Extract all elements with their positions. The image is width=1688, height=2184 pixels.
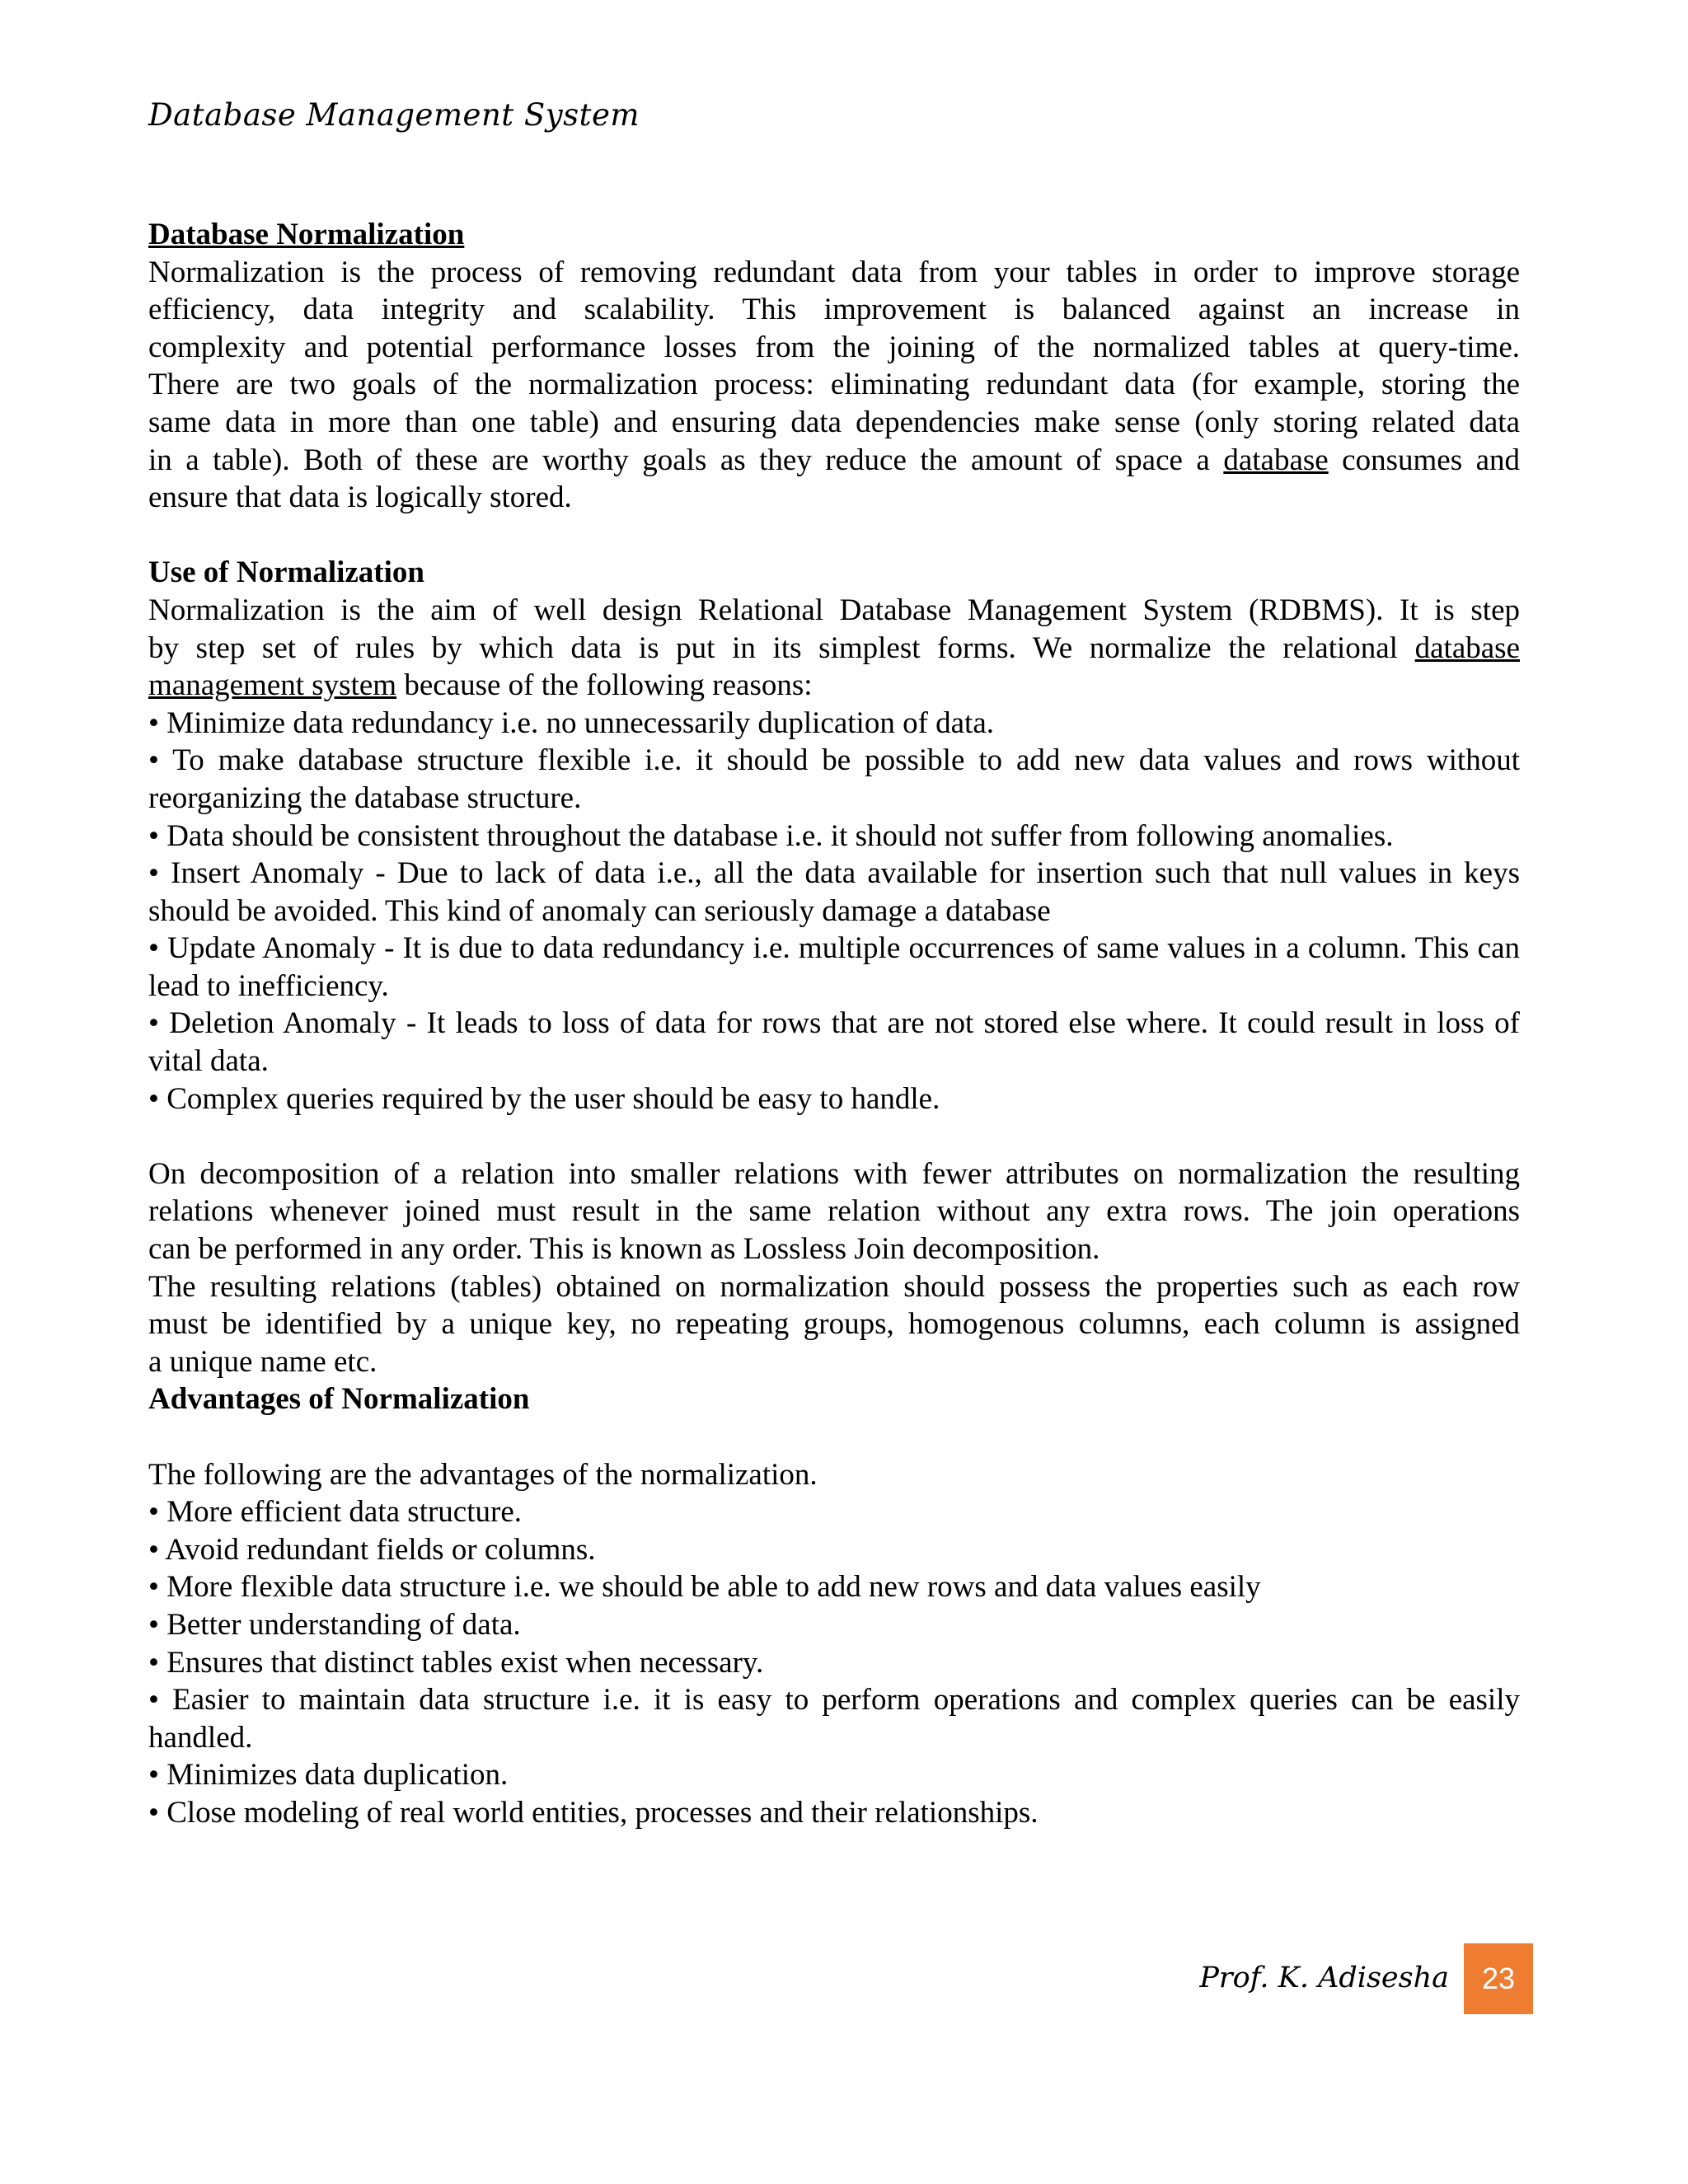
text-line: same data in more than one table) and ensuring data dependencies make sense (only storing related data	[148, 405, 1520, 439]
text-line: Normalization is the process of removing redundant data from your tables in order to improve storage	[148, 255, 1520, 289]
page-number-badge: 23	[1464, 1943, 1533, 2014]
list-item: • Complex queries required by the user should be easy to handle.	[148, 1081, 940, 1116]
text-line	[148, 442, 1520, 480]
list-item: • Data should be consistent throughout the database i.e. it should not suffer from following anomalies.	[148, 818, 1394, 853]
text-segment: because of the following reasons:	[396, 668, 813, 703]
text-segment: consumes and	[1328, 443, 1520, 477]
text-line	[148, 667, 1520, 705]
heading-database-normalization: Database Normalization	[148, 218, 465, 251]
list-advantages	[148, 1493, 1520, 1831]
list-item: • Ensures that distinct tables exist when necessary.	[148, 1645, 764, 1680]
text-line: complexity and potential performance losses from the joining of the normalized tables at query-time.	[148, 330, 1520, 364]
list-item: • Update Anomaly - It is due to data redundancy i.e. multiple occurrences of same values in a column. This can lead to inefficiency.	[148, 931, 1520, 1003]
link-database-management-system[interactable]: management system	[148, 668, 397, 703]
list-item: • Deletion Anomaly - It leads to loss of data for rows that are not stored else where. It could result in loss of vital data.	[148, 1006, 1520, 1079]
text-line: ensure that data is logically stored.	[148, 480, 572, 515]
paragraph-advantages-intro: The following are the advantages of the normalization.	[148, 1457, 818, 1492]
heading-use-of-normalization: Use of Normalization	[148, 555, 424, 590]
list-item: • More efficient data structure.	[148, 1495, 522, 1530]
text-line: can be performed in any order. This is known as Lossless Join decomposition.	[148, 1232, 1100, 1267]
running-header-title: Database Management System	[148, 97, 640, 133]
link-database-management-system[interactable]: database	[1414, 630, 1520, 665]
paragraph-relation-properties	[148, 1268, 1520, 1381]
text-line: Normalization is the aim of well design Relational Database Management System (RDBMS). It is step	[148, 593, 1520, 627]
paragraph-lossless-join	[148, 1155, 1520, 1268]
text-line: relations whenever joined must result in the same relation without any extra rows. The join operations	[148, 1194, 1520, 1229]
text-segment: in a table). Both of these are worthy goals as they reduce the amount of space a	[148, 443, 1224, 477]
list-item: • Close modeling of real world entities, processes and their relationships.	[148, 1795, 1039, 1830]
list-item: • More flexible data structure i.e. we should be able to add new rows and data values easily	[148, 1570, 1261, 1605]
text-line	[148, 630, 1520, 668]
page-content	[148, 216, 1520, 1832]
text-line: The resulting relations (tables) obtained on normalization should possess the properties such as each row	[148, 1269, 1520, 1304]
list-item: • To make database structure flexible i.e. it should be possible to add new data values and rows without reorganizing the database structure.	[148, 743, 1520, 815]
list-item: • Minimize data redundancy i.e. no unnecessarily duplication of data.	[148, 705, 995, 740]
text-line: must be identified by a unique key, no repeating groups, homogenous columns, each column is assigned	[148, 1307, 1520, 1342]
text-line: On decomposition of a relation into smaller relations with fewer attributes on normalization the resulting	[148, 1156, 1520, 1191]
list-item: • Insert Anomaly - Due to lack of data i.e., all the data available for insertion such that null values in keys should be avoided. This kind of anomaly can seriously damage a database	[148, 856, 1520, 928]
text-line: a unique name etc.	[148, 1344, 377, 1379]
link-database[interactable]: database	[1223, 443, 1329, 477]
text-line: There are two goals of the normalization process: eliminating redundant data (for example, storing the	[148, 368, 1520, 402]
paragraph-use-of-normalization	[148, 592, 1520, 705]
list-item: • Easier to maintain data structure i.e. it is easy to perform operations and complex queries can be easily handled.	[148, 1683, 1520, 1755]
list-item: • Avoid redundant fields or columns.	[148, 1532, 596, 1567]
text-line: efficiency, data integrity and scalability. This improvement is balanced against an increase in	[148, 293, 1520, 327]
heading-advantages-of-normalization: Advantages of Normalization	[148, 1382, 530, 1417]
text-segment: by step set of rules by which data is put in its simplest forms. We normalize the relational	[148, 630, 1415, 665]
list-item: • Better understanding of data.	[148, 1607, 521, 1642]
paragraph-normalization-intro	[148, 254, 1520, 517]
list-normalization-reasons	[148, 705, 1520, 1118]
footer-author: Prof. K. Adisesha	[1199, 1961, 1449, 1994]
list-item: • Minimizes data duplication.	[148, 1758, 509, 1793]
